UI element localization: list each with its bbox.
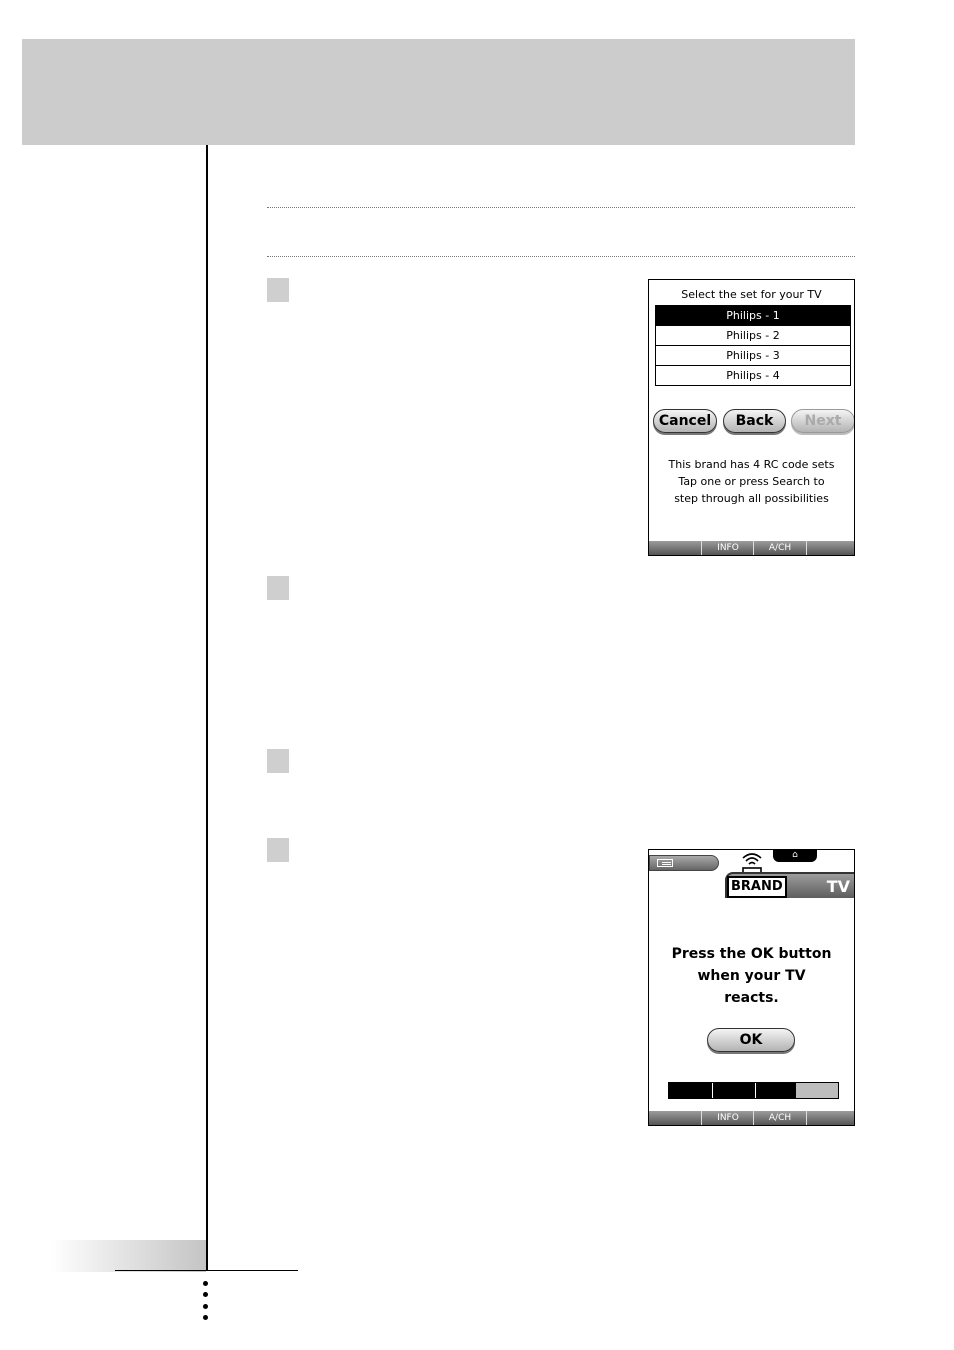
bottom-bar (649, 541, 854, 555)
info-line-2: Tap one or press Search to (678, 475, 825, 488)
code-set-item[interactable]: Philips - 2 (656, 325, 850, 345)
title-bar (725, 872, 855, 898)
footer-page-tab (50, 1240, 206, 1272)
screen-title: Select the set for your TV (681, 288, 822, 301)
list-icon (657, 859, 673, 867)
prompt-line-1: Press the OK button (671, 946, 832, 962)
step-marker-3 (267, 749, 289, 773)
info-line-1: This brand has 4 RC code sets (668, 458, 835, 471)
code-set-item[interactable]: Philips - 3 (656, 345, 850, 365)
progress-separator (712, 1083, 713, 1098)
footer-dot (203, 1304, 208, 1309)
margin-rule (206, 145, 208, 1270)
code-set-screen (648, 279, 855, 556)
footer-dot (203, 1315, 208, 1320)
step-marker-4 (267, 838, 289, 862)
progress-separator (755, 1083, 756, 1098)
bottom-bar (649, 1111, 854, 1125)
footer-dot (203, 1292, 208, 1297)
section-divider-bottom (267, 256, 855, 257)
info-button[interactable]: INFO (701, 541, 754, 555)
progress-bar (668, 1082, 839, 1099)
back-button[interactable]: Back (723, 409, 786, 433)
code-set-item[interactable]: Philips - 4 (656, 365, 850, 385)
progress-fill (669, 1083, 796, 1098)
brand-label: BRAND (727, 876, 787, 898)
home-icon: ⌂ (792, 850, 798, 860)
test-code-screen (648, 849, 855, 1126)
next-button[interactable]: Next (791, 409, 855, 433)
menu-tab[interactable] (649, 855, 719, 871)
info-line-3: step through all possibilities (674, 492, 829, 505)
cancel-button[interactable]: Cancel (653, 409, 717, 433)
prompt-line-3: reacts. (724, 990, 779, 1006)
footer-dot (203, 1281, 208, 1286)
code-set-item[interactable]: Philips - 1 (656, 306, 850, 325)
code-set-list (655, 305, 851, 386)
header-band (22, 39, 855, 145)
ach-button[interactable]: A/CH (753, 1111, 807, 1125)
prompt-line-2: when your TV (697, 968, 806, 984)
home-button[interactable] (773, 850, 817, 862)
prompt-text (649, 943, 854, 1009)
step-marker-1 (267, 278, 289, 302)
ach-button[interactable]: A/CH (753, 541, 807, 555)
step-marker-2 (267, 576, 289, 600)
section-divider-top (267, 207, 855, 208)
ok-button[interactable]: OK (707, 1028, 795, 1052)
footer-rule (115, 1270, 298, 1271)
device-label: TV (826, 877, 850, 896)
info-button[interactable]: INFO (701, 1111, 754, 1125)
